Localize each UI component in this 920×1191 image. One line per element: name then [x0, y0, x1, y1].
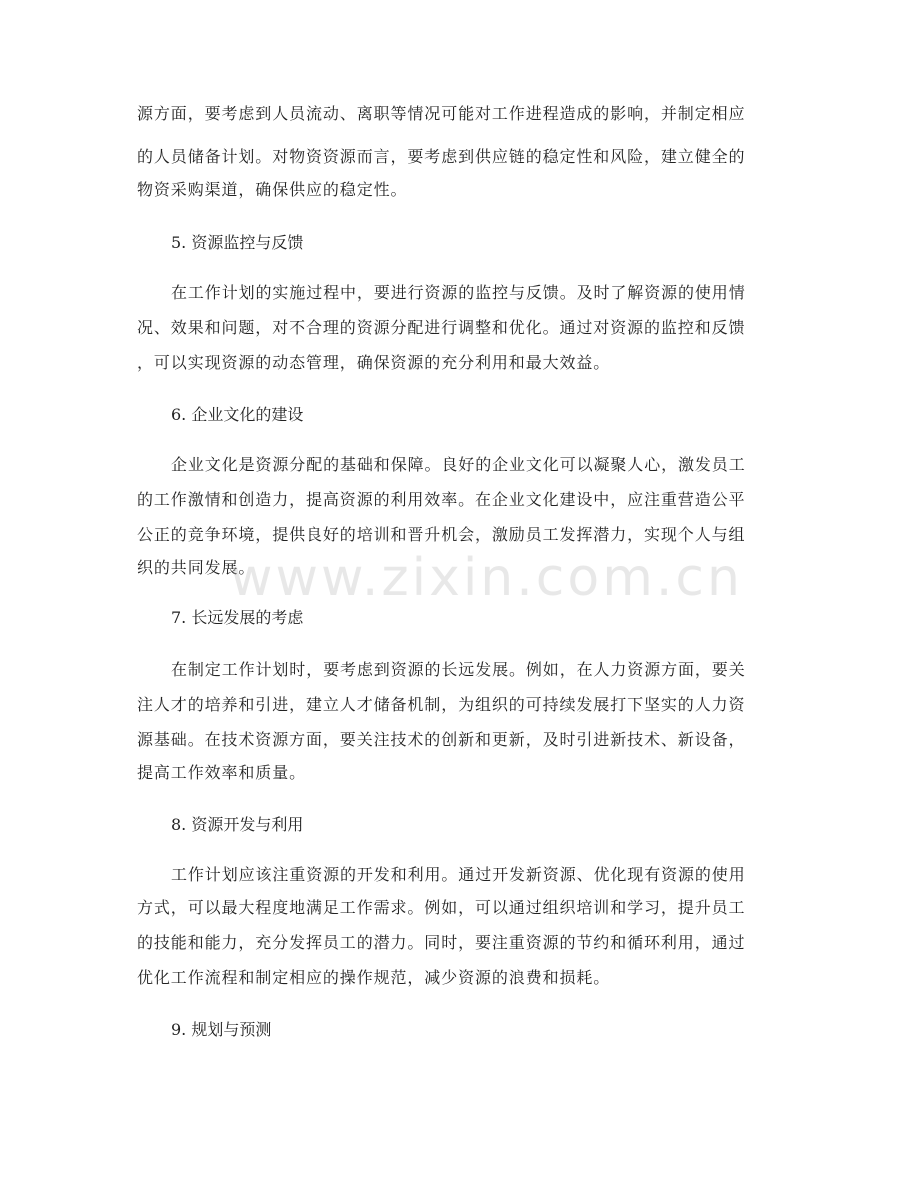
section-heading: 8. 资源开发与利用	[171, 815, 304, 834]
paragraph-line: 的工作激情和创造力，提高资源的利用效率。在企业文化建设中，应注重营造公平	[137, 490, 746, 509]
section-heading: 6. 企业文化的建设	[171, 405, 304, 424]
paragraph-line: 况、效果和问题，对不合理的资源分配进行调整和优化。通过对资源的监控和反馈	[137, 318, 746, 337]
paragraph-line: 物资采购渠道，确保供应的稳定性。	[137, 180, 408, 199]
paragraph-line: 织的共同发展。	[137, 558, 256, 577]
paragraph-line: 的技能和能力，充分发挥员工的潜力。同时，要注重资源的节约和循环利用，通过	[137, 933, 746, 952]
paragraph-line: 源基础。在技术资源方面，要关注技术的创新和更新，及时引进新技术、新设备，	[137, 730, 746, 749]
paragraph-line: 企业文化是资源分配的基础和保障。良好的企业文化可以凝聚人心，激发员工	[171, 455, 746, 474]
paragraph-line: 在制定工作计划时，要考虑到资源的长远发展。例如，在人力资源方面，要关	[171, 660, 746, 679]
paragraph-line: 方式，可以最大程度地满足工作需求。例如，可以通过组织培训和学习，提升员工	[137, 898, 746, 917]
paragraph-line: 优化工作流程和制定相应的操作规范，减少资源的浪费和损耗。	[137, 968, 611, 987]
paragraph-line: 注人才的培养和引进，建立人才储备机制，为组织的可持续发展打下坚实的人力资	[137, 695, 746, 714]
paragraph-line: 公正的竞争环境，提供良好的培训和晋升机会，激励员工发挥潜力，实现个人与组	[137, 525, 746, 544]
paragraph-line: 源方面，要考虑到人员流动、离职等情况可能对工作进程造成的影响，并制定相应	[137, 104, 746, 123]
paragraph-line: 在工作计划的实施过程中，要进行资源的监控与反馈。及时了解资源的使用情	[171, 283, 746, 302]
watermark: www.zixin.com.cn	[230, 548, 743, 608]
section-heading: 7. 长远发展的考虑	[171, 608, 304, 627]
paragraph-line: 工作计划应该注重资源的开发和利用。通过开发新资源、优化现有资源的使用	[171, 865, 746, 884]
section-heading: 9. 规划与预测	[171, 1020, 272, 1039]
paragraph-line: ，可以实现资源的动态管理，确保资源的充分利用和最大效益。	[137, 353, 611, 372]
paragraph-line: 提高工作效率和质量。	[137, 763, 307, 782]
section-heading: 5. 资源监控与反馈	[171, 233, 304, 252]
paragraph-line: 的人员储备计划。对物资资源而言，要考虑到供应链的稳定性和风险，建立健全的	[137, 147, 746, 166]
